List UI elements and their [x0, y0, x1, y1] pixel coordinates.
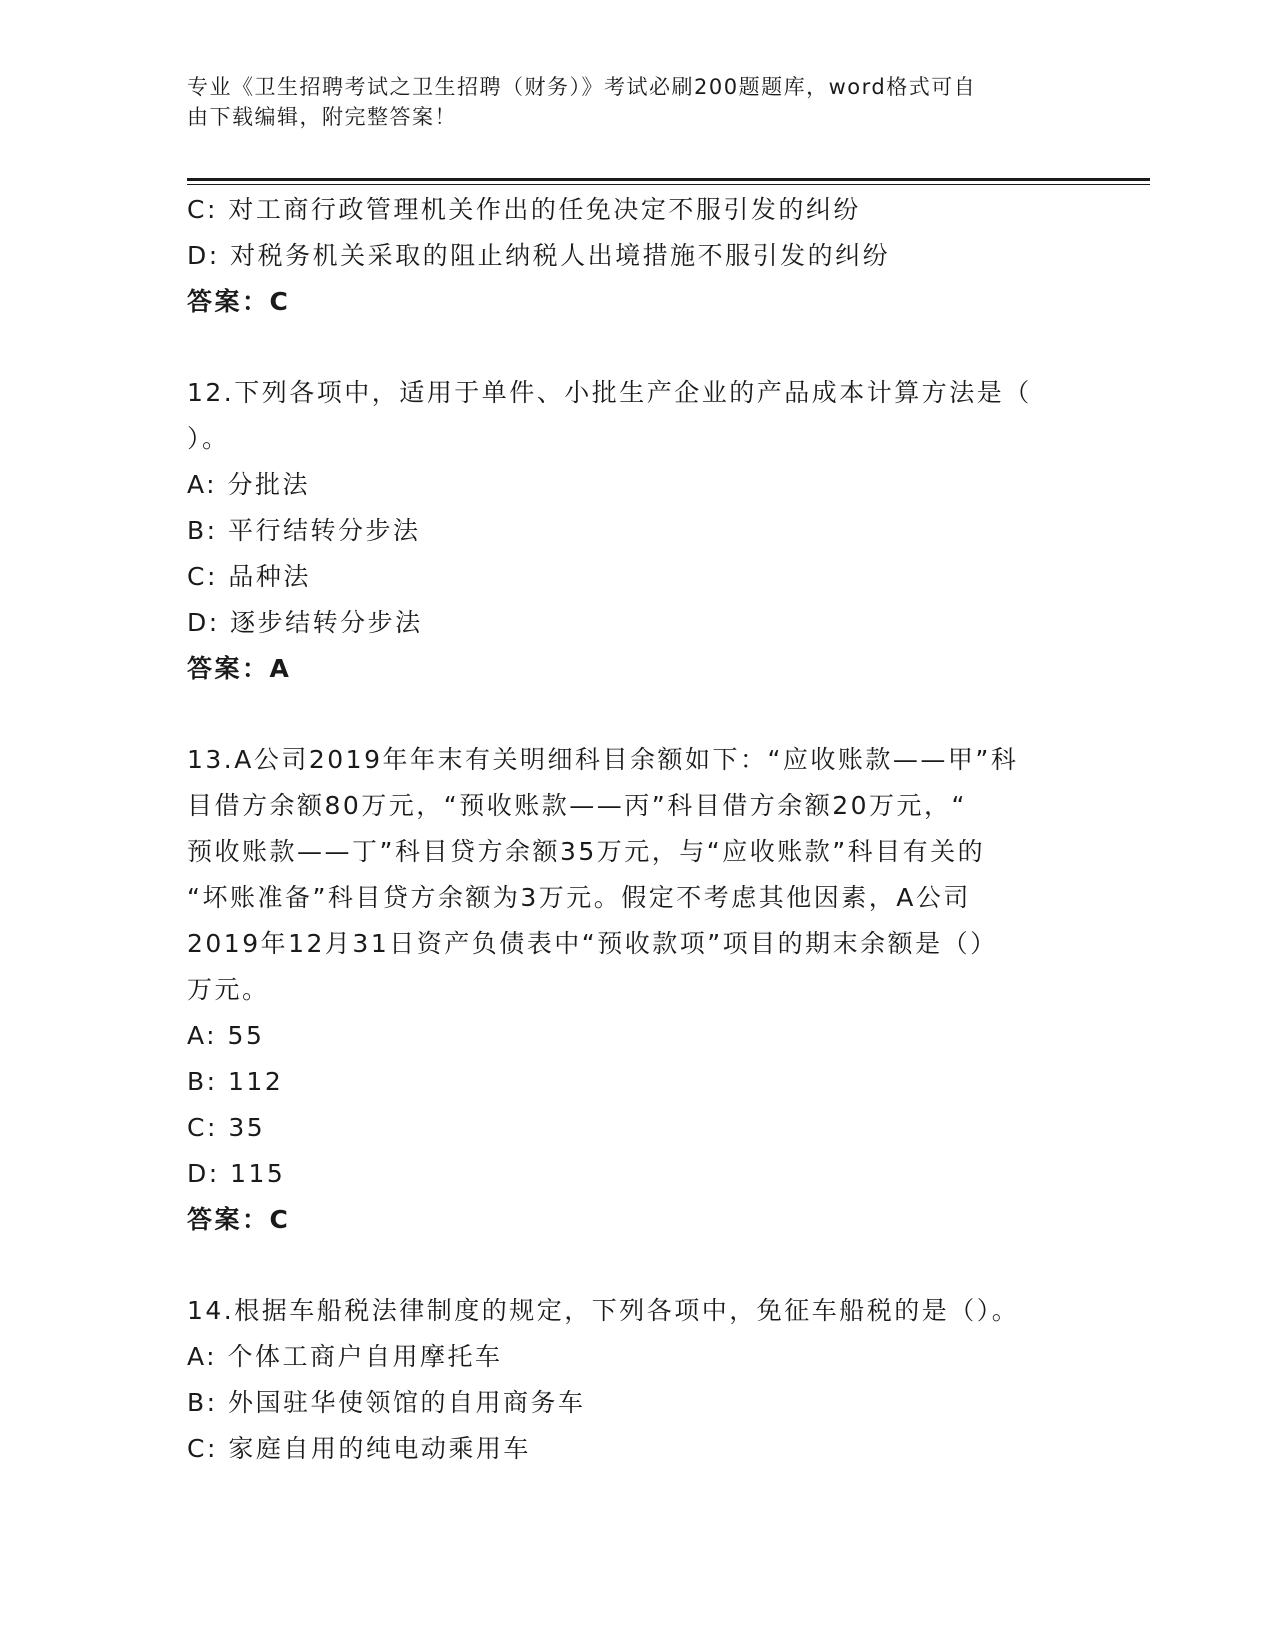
option-a: A: 55: [187, 1021, 265, 1050]
option-c: C: 家庭自用的纯电动乘用车: [187, 1434, 531, 1463]
answer: 答案：A: [187, 654, 292, 683]
header-rule-thin: [187, 184, 1150, 185]
header-rule-thick: [187, 178, 1150, 181]
question-11: [187, 187, 1087, 325]
question-14: [187, 1288, 1087, 1472]
question-stem-line: 2019年12月31日资产负债表中“预收款项”项目的期末余额是（）: [187, 929, 998, 958]
option-b: B: 112: [187, 1067, 284, 1096]
header-line-2: 由下载编辑，附完整答案！: [187, 105, 457, 129]
option-c: C: 品种法: [187, 562, 311, 591]
option-a: A: 个体工商户自用摩托车: [187, 1342, 503, 1371]
question-12: [187, 370, 1087, 692]
option-c: C: 35: [187, 1113, 266, 1142]
option-d: D: 逐步结转分步法: [187, 608, 423, 637]
question-stem-line: ）。: [187, 424, 230, 453]
question-13: [187, 737, 1087, 1243]
option-c: C: 对工商行政管理机关作出的任免决定不服引发的纠纷: [187, 195, 861, 224]
question-stem-line: 14.根据车船税法律制度的规定，下列各项中，免征车船税的是（）。: [187, 1296, 1020, 1325]
question-stem-line: 13.A公司2019年年末有关明细科目余额如下：“应收账款——甲”科: [187, 745, 1019, 774]
question-stem-line: 目借方余额80万元，“预收账款——丙”科目借方余额20万元，“: [187, 791, 967, 820]
header-line-1: 专业《卫生招聘考试之卫生招聘（财务）》考试必刷200题题库，word格式可自: [187, 75, 977, 99]
option-b: B: 外国驻华使领馆的自用商务车: [187, 1388, 586, 1417]
option-d: D: 115: [187, 1159, 286, 1188]
question-stem-line: 12.下列各项中，适用于单件、小批生产企业的产品成本计算方法是（: [187, 378, 1032, 407]
answer: 答案：C: [187, 1205, 291, 1234]
question-stem-line: “坏账准备”科目贷方余额为3万元。假定不考虑其他因素，A公司: [187, 883, 971, 912]
option-b: B: 平行结转分步法: [187, 516, 421, 545]
option-d: D: 对税务机关采取的阻止纳税人出境措施不服引发的纠纷: [187, 241, 891, 270]
option-a: A: 分批法: [187, 470, 311, 499]
question-stem-line: 预收账款——丁”科目贷方余额35万元，与“应收账款”科目有关的: [187, 837, 986, 866]
question-list: [187, 187, 1087, 1472]
answer: 答案：C: [187, 287, 291, 316]
question-stem-line: 万元。: [187, 975, 270, 1004]
document-header: [187, 72, 1067, 132]
